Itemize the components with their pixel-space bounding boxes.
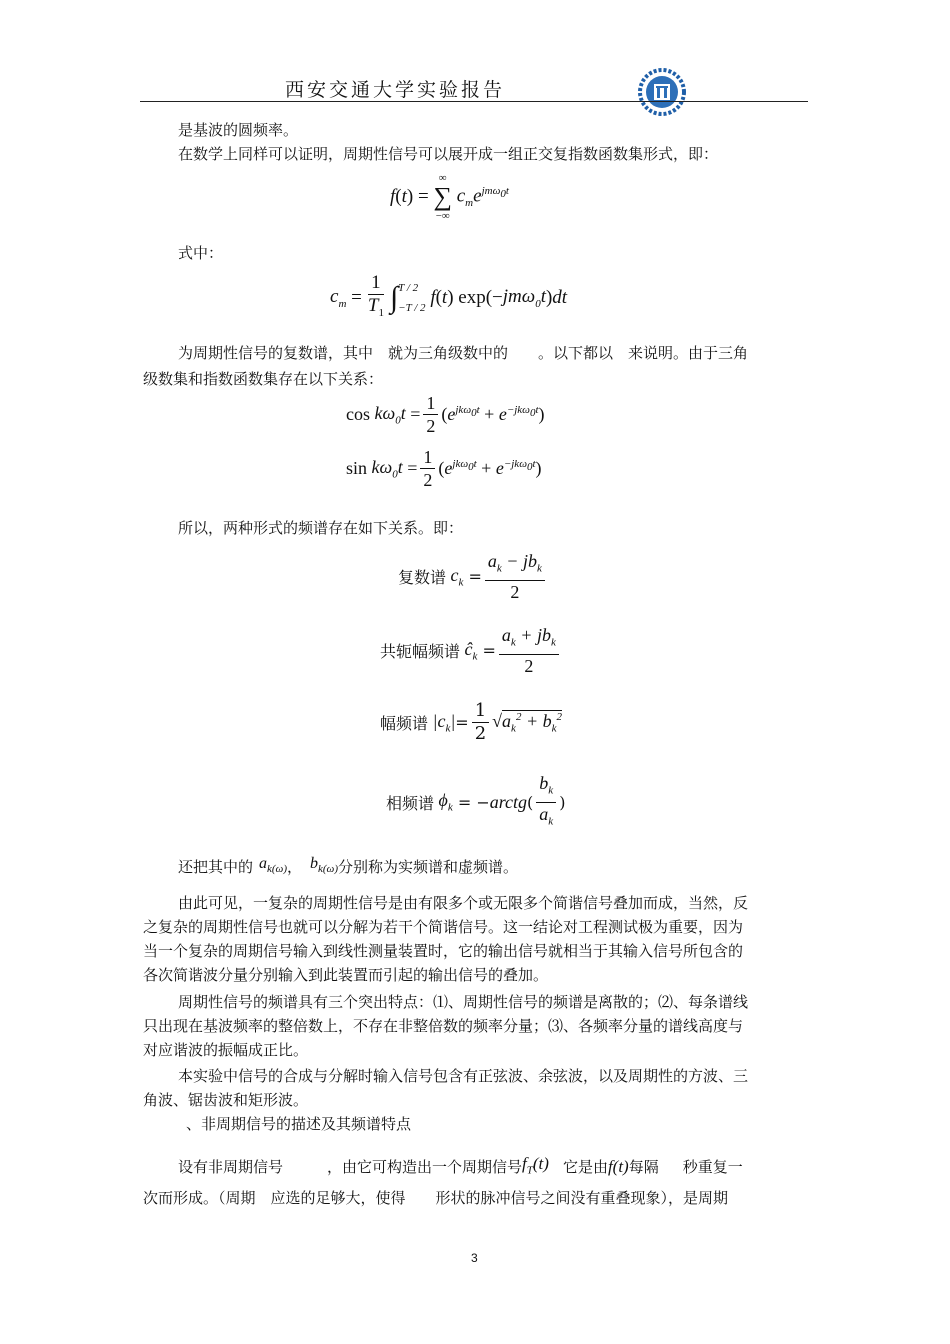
text-line: 本实验中信号的合成与分解时输入信号包含有正弦波、余弦波，以及周期性的方波、三 [178,1067,749,1085]
nonperiodic-signal-line: 设有非周期信号 ，由它可构造出一个周期信号 $f_T(t)$ 它是由 f(t) 每隔 秒重复一 [178,1154,743,1177]
text-line: 所以，两种形式的频谱存在如下关系。即： [178,519,464,537]
text-line: 是基波的圆频率。 [178,121,299,139]
fourier-series-formula: f ( t ) = ∞ ∑ −∞ $c_me^{jm\omega_0t}$ [390,172,509,222]
conjugate-spectrum-label: 共轭幅频谱 [380,641,461,661]
text-line: 次而形成。（周期 应选的足够大，使得 形状的脉冲信号之间没有重叠现象），是周期 [143,1189,729,1207]
phase-spectrum-formula: 相频谱 $\phi_k$ = − arctg ( $\frac{b_k}{a_k}$ ) [386,773,566,828]
text-line: 周期性信号的频谱具有三个突出特点：⑴、周期性信号的频谱是离散的；⑵、每条谱线 [178,993,749,1011]
cos-euler-formula: cos $k\omega_0t$ = $\frac{1}{2}$ ( $e^{jk\omega_0t}$ + $e^{-jk\omega_0t}$ ) [346,393,545,436]
report-header-title: 西安交通大学实验报告 [285,79,506,101]
complex-spectrum-formula: 复数谱 $c_k$ = $\frac{a_k - jb_k}{2}$ [398,550,548,603]
header-rule [140,101,808,102]
text-line: 为周期性信号的复数谱，其中 就为三角级数中的 。以下都以 来说明。由于三角 [178,344,749,362]
conjugate-spectrum-formula: 共轭幅频谱 $ĉ_k$ = $\frac{a_k + jb_k}{2}$ [380,624,562,677]
real-imag-spectrum-line: 还把其中的 $a_{k(\omega)}$ ， $b_{k(\omega)}$ 分别称为实频谱和虚频谱。 [178,855,519,876]
cm-coefficient-formula: $c_m$ = $\frac{1}{T_1}$ ∫ T / 2 −T / 2 f ( t ) exp(− jmω$_0$t ) dt [330,272,568,319]
text-line: 由此可见，一复杂的周期性信号是由有限多个或无限多个简谐信号叠加而成，当然，反 [178,894,749,912]
text-line: 对应谐波的振幅成正比。 [143,1041,309,1059]
page-number: 3 [471,1251,478,1265]
text-line: 当一个复杂的周期信号输入到线性测量装置时，它的输出信号就相当于其输入信号所包含的 [143,942,744,960]
amplitude-spectrum-formula: 幅频谱 $|c_k|$ = $\frac{1}{2}$ $√a_k^2 + b_k^2$ [380,700,562,744]
text-line: 角波、锯齿波和矩形波。 [143,1091,309,1109]
text-line: 只出现在基波频率的整倍数上，不存在非整倍数的频率分量；⑶、各频率分量的谱线高度与 [143,1017,744,1035]
amplitude-spectrum-label: 幅频谱 [380,714,429,733]
text-line: 级数集和指数函数集存在以下关系： [143,370,384,388]
complex-spectrum-label: 复数谱 [398,567,447,587]
sin-euler-formula: sin $k\omega_0t$ = $\frac{1}{2}$ ( $e^{jk\omega_0t}$ + $e^{-jk\omega_0t}$ ) [346,447,542,490]
section-heading: 、非周期信号的描述及其频谱特点 [186,1115,412,1133]
text-line: 之复杂的周期性信号也就可以分解为若干个简谐信号。这一结论对工程测试极为重要，因为 [143,918,744,936]
text-line: 在数学上同样可以证明，周期性信号可以展开成一组正交复指数函数集形式，即： [178,145,719,163]
text-line: 各次简谐波分量分别输入到此装置而引起的输出信号的叠加。 [143,966,549,984]
phase-spectrum-label: 相频谱 [386,793,435,813]
university-seal-icon [638,68,686,116]
text-line: 式中： [178,244,224,262]
